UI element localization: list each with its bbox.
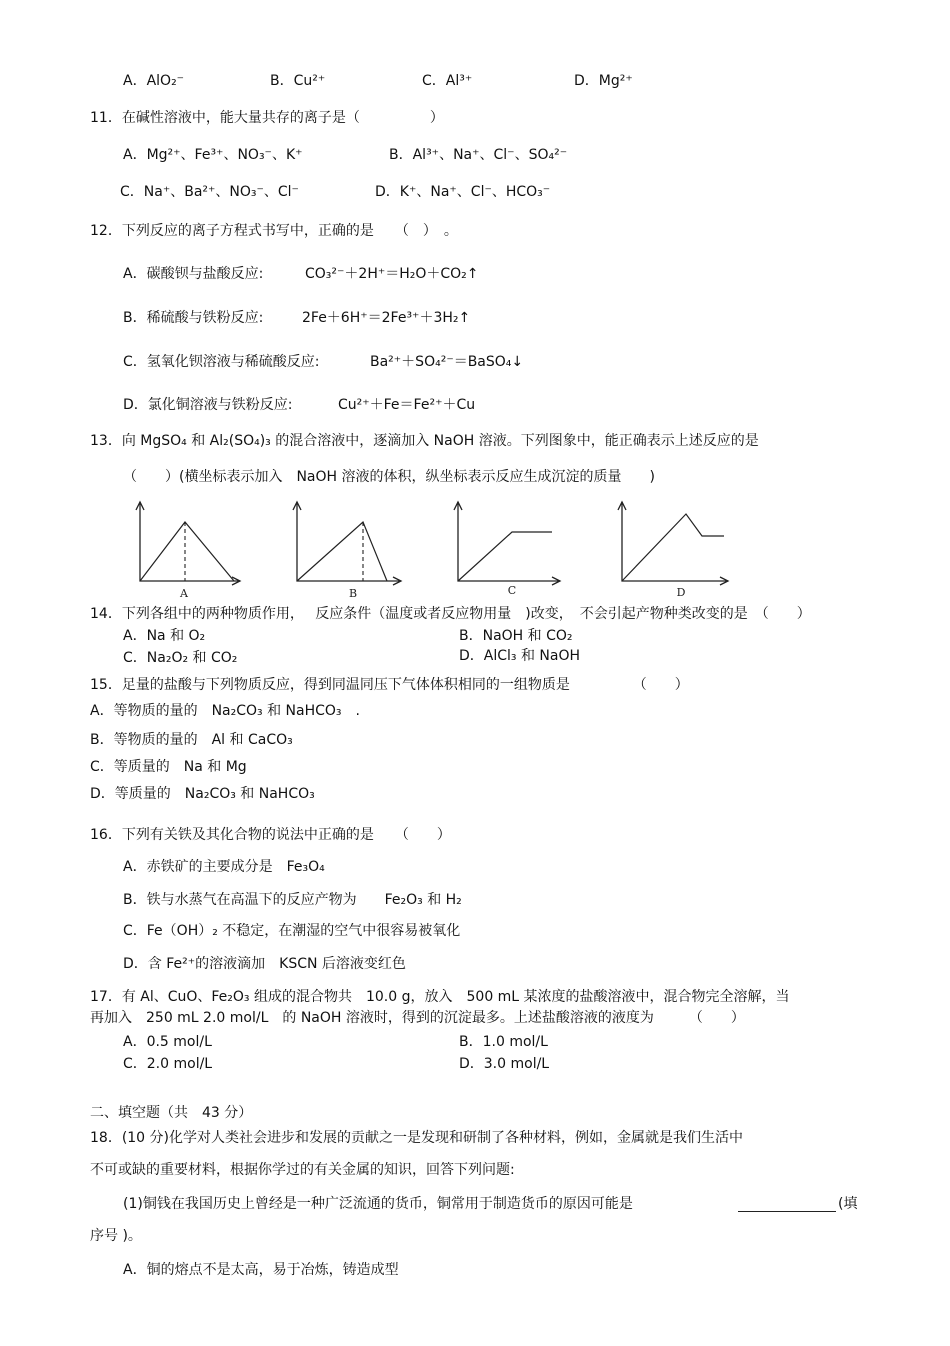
- graph-c: [448, 500, 568, 600]
- q14-option-b: B．NaOH 和 CO₂: [459, 628, 573, 644]
- q15-stem: 15．足量的盐酸与下列物质反应，得到同温同压下气体体积相同的一组物质是 （ ）: [90, 677, 689, 693]
- q18-stem: 18．(10 分)化学对人类社会进步和发展的贡献之一是发现和研制了各种材料，例如，金属就是我们生活中: [90, 1130, 744, 1146]
- q16-option-c: C．Fe（OH）₂ 不稳定，在潮湿的空气中很容易被氧化: [123, 923, 461, 939]
- q18-answer-blank[interactable]: [738, 1211, 836, 1212]
- q14-option-a: A．Na 和 O₂: [123, 628, 206, 644]
- q18-part1-line2: 序号 )。: [90, 1228, 142, 1244]
- q11-stem: 11．在碱性溶液中，能大量共存的离子是（ ）: [90, 110, 444, 126]
- q16-option-a: A．赤铁矿的主要成分是 Fe₃O₄: [123, 859, 325, 875]
- q14-option-c: C．Na₂O₂ 和 CO₂: [123, 650, 238, 666]
- graph-b: [287, 500, 407, 600]
- q12-option-a-equation: CO₃²⁻＋2H⁺＝H₂O＋CO₂↑: [305, 266, 479, 282]
- q10-option-d: D．Mg²⁺: [574, 73, 633, 89]
- q10-option-a: A．AlO₂⁻: [123, 73, 185, 89]
- q16-option-b: B．铁与水蒸气在高温下的反应产物为 Fe₂O₃ 和 H₂: [123, 892, 462, 908]
- q12-option-c-label: C．氢氧化钡溶液与稀硫酸反应:: [123, 354, 320, 370]
- q16-stem: 16．下列有关铁及其化合物的说法中正确的是 （ ）: [90, 827, 451, 843]
- graph-b-label: B: [348, 587, 358, 600]
- section-title: 二、填空题（共 43 分）: [90, 1105, 253, 1121]
- q12-option-d-equation: Cu²⁺＋Fe＝Fe²⁺＋Cu: [338, 397, 476, 413]
- q13-stem: 13．向 MgSO₄ 和 Al₂(SO₄)₃ 的混合溶液中，逐滴加入 NaOH 溶液。下列图象中，能正确表示上述反应的是: [90, 433, 759, 449]
- q16-option-d: D．含 Fe²⁺的溶液滴加 KSCN 后溶液变红色: [123, 956, 406, 972]
- q11-option-d: D．K⁺、Na⁺、Cl⁻、HCO₃⁻: [375, 184, 551, 200]
- q11-option-c: C．Na⁺、Ba²⁺、NO₃⁻、Cl⁻: [120, 184, 299, 200]
- q11-option-b: B．Al³⁺、Na⁺、Cl⁻、SO₄²⁻: [389, 147, 568, 163]
- q10-option-c: C．Al³⁺: [422, 73, 473, 89]
- q15-option-b: B．等物质的量的 Al 和 CaCO₃: [90, 732, 293, 748]
- q15-option-c: C．等质量的 Na 和 Mg: [90, 759, 247, 775]
- graph-d: [612, 500, 734, 600]
- q18-stem-line2: 不可或缺的重要材料，根据你学过的有关金属的知识，回答下列问题:: [90, 1162, 515, 1178]
- q18-part1-tail: (填: [838, 1196, 858, 1212]
- q17-option-d: D．3.0 mol/L: [459, 1056, 550, 1072]
- graph-a: [130, 500, 250, 600]
- q17-stem-line2: 再加入 250 mL 2.0 mol/L 的 NaOH 溶液时，得到的沉淀最多。上述盐酸溶液的液度为 （ ）: [90, 1010, 745, 1026]
- graph-a-label: A: [180, 587, 188, 600]
- q13-stem-line2: （ ）(横坐标表示加入 NaOH 溶液的体积，纵坐标表示反应生成沉淀的质量 ): [123, 469, 655, 485]
- q11-option-a: A．Mg²⁺、Fe³⁺、NO₃⁻、K⁺: [123, 147, 303, 163]
- q12-option-b-label: B．稀硫酸与铁粉反应:: [123, 310, 264, 326]
- q17-option-a: A．0.5 mol/L: [123, 1034, 212, 1050]
- q14-option-d: D．AlCl₃ 和 NaOH: [459, 648, 581, 664]
- q14-stem: 14．下列各组中的两种物质作用， 反应条件（温度或者反应物用量 )改变， 不会引起产物种类改变的是 （ ）: [90, 606, 811, 622]
- q15-option-d: D．等质量的 Na₂CO₃ 和 NaHCO₃: [90, 786, 315, 802]
- q17-option-c: C．2.0 mol/L: [123, 1056, 213, 1072]
- q15-option-a: A．等物质的量的 Na₂CO₃ 和 NaHCO₃ .: [90, 703, 360, 719]
- q12-option-b-equation: 2Fe＋6H⁺＝2Fe³⁺＋3H₂↑: [302, 310, 471, 326]
- q12-stem: 12．下列反应的离子方程式书写中，正确的是 （ ） 。: [90, 223, 458, 239]
- q12-option-c-equation: Ba²⁺＋SO₄²⁻＝BaSO₄↓: [370, 354, 524, 370]
- graph-d-label: D: [676, 586, 686, 599]
- q18-option-a: A．铜的熔点不是太高，易于冶炼，铸造成型: [123, 1262, 399, 1278]
- q12-option-a-label: A．碳酸钡与盐酸反应:: [123, 266, 264, 282]
- q17-stem: 17．有 Al、CuO、Fe₂O₃ 组成的混合物共 10.0 g，放入 500 mL 某浓度的盐酸溶液中，混合物完全溶解，当: [90, 989, 790, 1005]
- q18-part1: (1)铜钱在我国历史上曾经是一种广泛流通的货币，铜常用于制造货币的原因可能是: [123, 1196, 633, 1212]
- q10-option-b: B．Cu²⁺: [270, 73, 326, 89]
- graph-c-label: C: [507, 584, 517, 597]
- q17-option-b: B．1.0 mol/L: [459, 1034, 548, 1050]
- q12-option-d-label: D．氯化铜溶液与铁粉反应:: [123, 397, 293, 413]
